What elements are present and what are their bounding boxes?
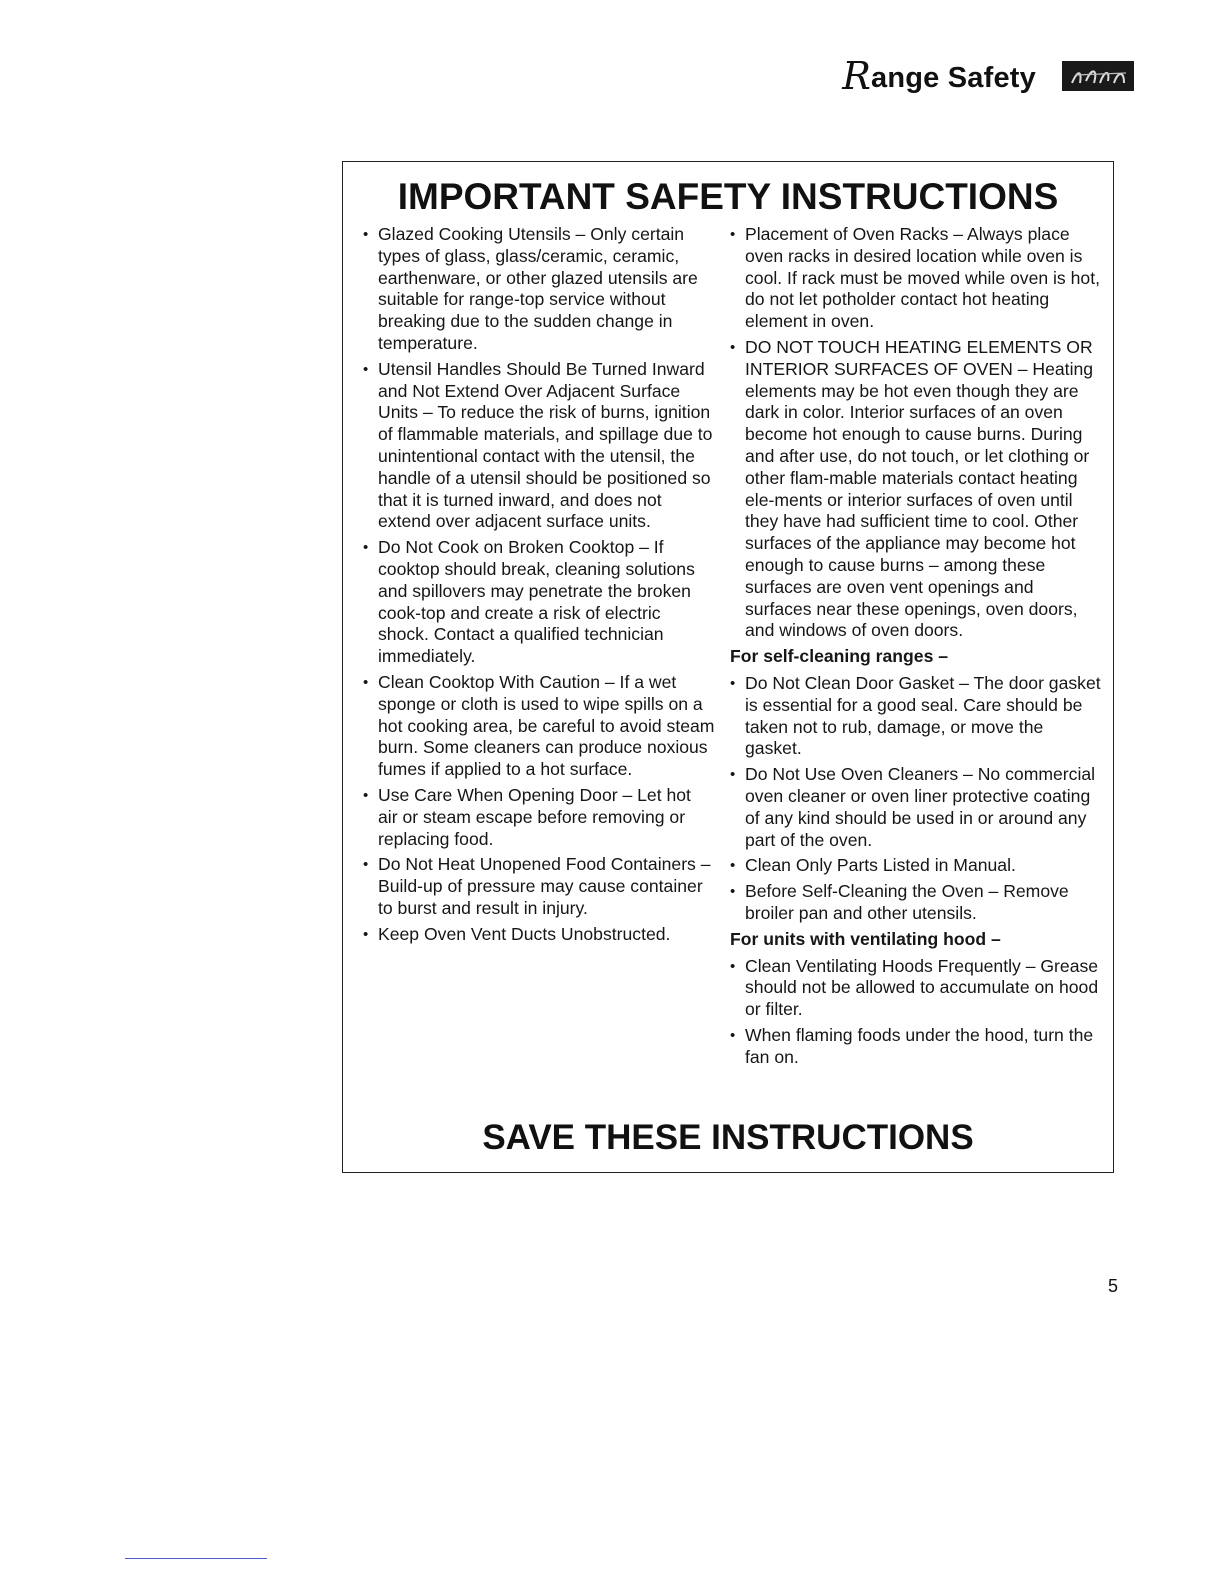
list-item [730,337,1102,642]
list-item [730,881,1102,925]
item-text: DO NOT TOUCH HEATING ELEMENTS OR INTERIOR SURFACES OF OVEN – Heating elements may be hot even though they are dark in color. Interior surfaces of an oven become hot enough to cause burns. During and after use, do not touch, or let clothing or other flam-mable materials contact heating ele-ments or interior surfaces of oven until they have had sufficient time to cool. Other surfaces of the appliance may become hot enough to cause burns – among these surfaces are oven vent openings and surfaces near these openings, oven doors, and windows of oven doors. [745,336,1094,641]
list-item [730,1025,1102,1069]
list-item [730,764,1102,851]
list-item [730,855,1102,877]
bullet-icon: • [730,1026,736,1044]
bullet-icon: • [730,883,736,901]
hood-heading: For units with ventilating hood – [730,928,1001,949]
list-item [363,785,715,850]
left-column [363,224,715,950]
item-text: Use Care When Opening Door – Let hot air or steam escape before removing or replacing food. [378,784,691,849]
list-item [363,672,715,781]
item-text: Utensil Handles Should Be Turned Inward and Not Extend Over Adjacent Surface Units – To reduce the risk of burns, ignition of flammable materials, and spillage due to unintentional contact with the utensil, the handle of a utensil should be positioned so that it is turned inward, and does not extend over adjacent surface units. [378,358,713,532]
list-item [363,537,715,668]
bullet-icon: • [730,857,736,875]
bullet-icon: • [730,957,736,975]
list-item [363,359,715,533]
section-title [842,52,1036,96]
list-item [730,224,1102,333]
item-text: Before Self-Cleaning the Oven – Remove broiler pan and other utensils. [745,881,1069,923]
bullet-icon: • [363,539,369,557]
list-item [363,924,715,946]
right-column [730,224,1102,1072]
item-text: Keep Oven Vent Ducts Unobstructed. [378,923,671,944]
safety-instructions-box [342,161,1114,1173]
bullet-icon: • [363,856,369,874]
item-text: Do Not Clean Door Gasket – The door gasket is essential for a good seal. Care should be taken not to rub, damage, or move the gasket. [745,672,1101,759]
section-title-initial: R [842,54,871,98]
list-item [730,956,1102,1021]
bullet-icon: • [363,673,369,691]
list-item [730,673,1102,760]
item-text: Clean Ventilating Hoods Frequently – Grease should not be allowed to accumulate on hood or filter. [745,955,1099,1020]
item-text: When flaming foods under the hood, turn the fan on. [745,1024,1094,1067]
box-footer: SAVE THESE INSTRUCTIONS [482,1118,974,1157]
bullet-icon: • [363,786,369,804]
footer-rule [125,1558,267,1559]
item-text: Clean Only Parts Listed in Manual. [745,855,1016,876]
decorative-logo-icon [1062,61,1134,91]
bullet-icon: • [730,338,736,356]
item-text: Placement of Oven Racks – Always place oven racks in desired location while oven is cool. If rack must be moved while oven is hot, do not let potholder contact hot heating element in oven. [745,224,1100,332]
item-text: Do Not Cook on Broken Cooktop – If cooktop should break, cleaning solutions and spillovers may penetrate the broken cook-top and create a risk of electric shock. Contact a qualified technician immediately. [378,537,695,667]
bullet-icon: • [363,925,369,943]
section-title-rest: ange Safety [871,62,1036,94]
item-text: Clean Cooktop With Caution – If a wet sponge or cloth is used to wipe spills on a hot cooking area, be careful to avoid steam burn. Some cleaners can produce noxious fumes if applied to a hot surface. [378,671,715,780]
box-title: IMPORTANT SAFETY INSTRUCTIONS [397,176,1059,217]
item-text: Do Not Heat Unopened Food Containers – Build-up of pressure may cause container to burst and result in injury. [378,854,711,918]
self-cleaning-heading: For self-cleaning ranges – [730,646,949,667]
bullet-icon: • [730,766,736,784]
page-number: 5 [1107,1276,1118,1296]
bullet-icon: • [363,226,369,243]
list-item [363,854,715,919]
bullet-icon: • [730,226,736,243]
item-text: Glazed Cooking Utensils – Only certain types of glass, glass/ceramic, ceramic, earthenware, or other glazed utensils are suitable for range-top service without breaking due to the sudden change in temperature. [378,224,698,353]
bullet-icon: • [363,360,369,378]
bullet-icon: • [730,674,736,692]
page-header [842,52,1134,96]
item-text: Do Not Use Oven Cleaners – No commercial oven cleaner or oven liner protective coating of any kind should be used in or around any part of the oven. [745,764,1096,850]
list-item [363,224,715,355]
